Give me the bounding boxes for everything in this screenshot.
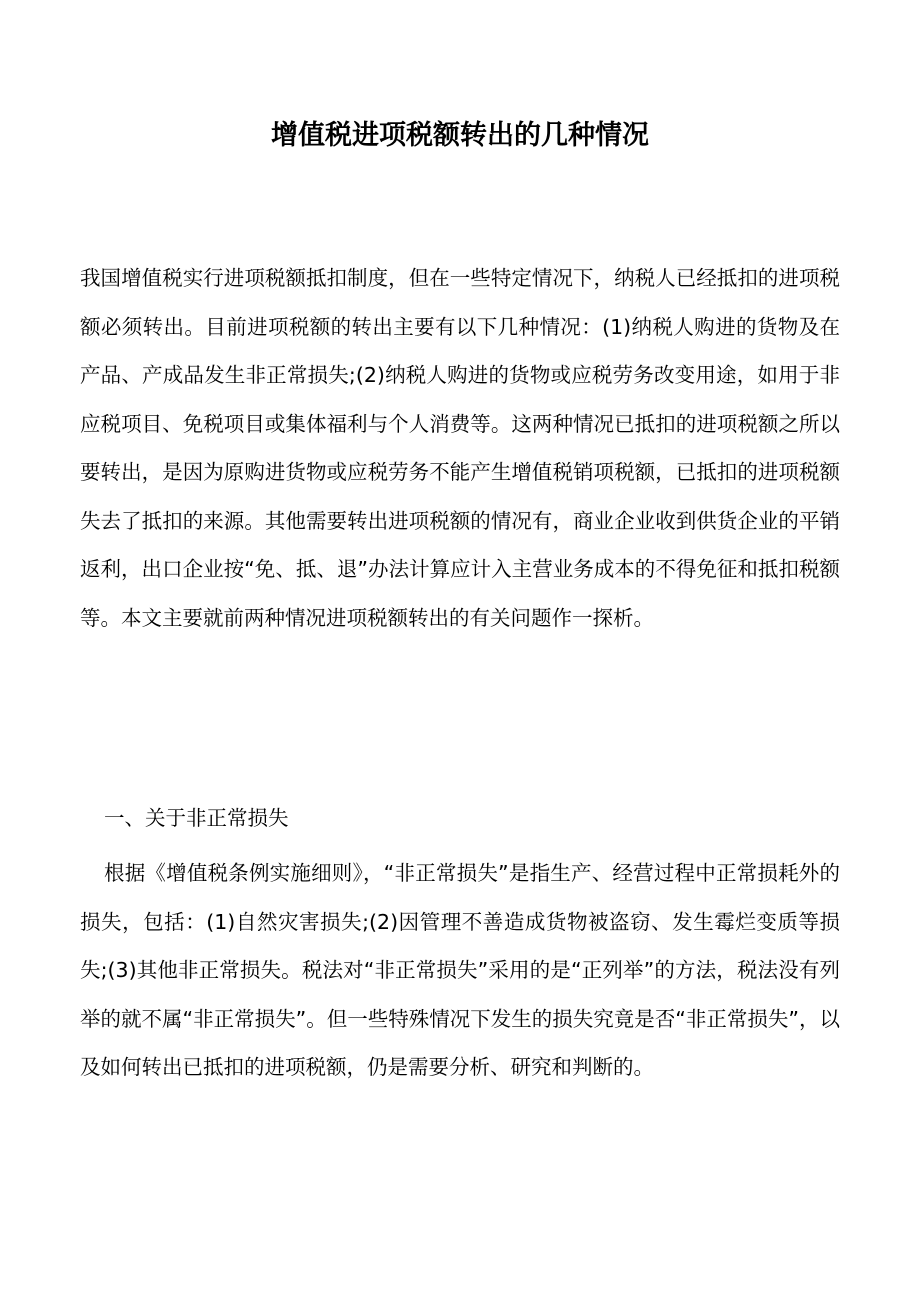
intro-paragraph: 我国增值税实行进项税额抵扣制度，但在一些特定情况下，纳税人已经抵扣的进项税额必须转出。目前进项税额的转出主要有以下几种情况：(1)纳税人购进的货物及在产品、产成品发生非正常损失;(2)纳税人购进的货物或应税劳务改变用途，如用于非应税项目、免税项目或集体福利与个人消费等。这两种情况已抵扣的进项税额之所以要转出，是因为原购进货物或应税劳务不能产生增值税销项税额，已抵扣的进项税额失去了抵扣的来源。其他需要转出进项税额的情况有，商业企业收到供货企业的平销返利，出口企业按“免、抵、退”办法计算应计入主营业务成本的不得免征和抵扣税额等。本文主要就前两种情况进项税额转出的有关问题作一探析。 <box>80 266 840 630</box>
section-paragraph: 根据《增值税条例实施细则》，“非正常损失”是指生产、经营过程中正常损耗外的损失，包括：(1)自然灾害损失;(2)因管理不善造成货物被盗窃、发生霉烂变质等损失;(3)其他非正常损失。税法对“非正常损失”采用的是“正列举”的方法，税法没有列举的就不属“非正常损失”。但一些特殊情况下发生的损失究竟是否“非正常损失”，以及如何转出已抵扣的进项税额，仍是需要分析、研究和判断的。 <box>80 861 840 1079</box>
section-heading: 一、关于非正常损失 <box>104 806 289 830</box>
document-title: 增值税进项税额转出的几种情况 <box>271 120 649 151</box>
